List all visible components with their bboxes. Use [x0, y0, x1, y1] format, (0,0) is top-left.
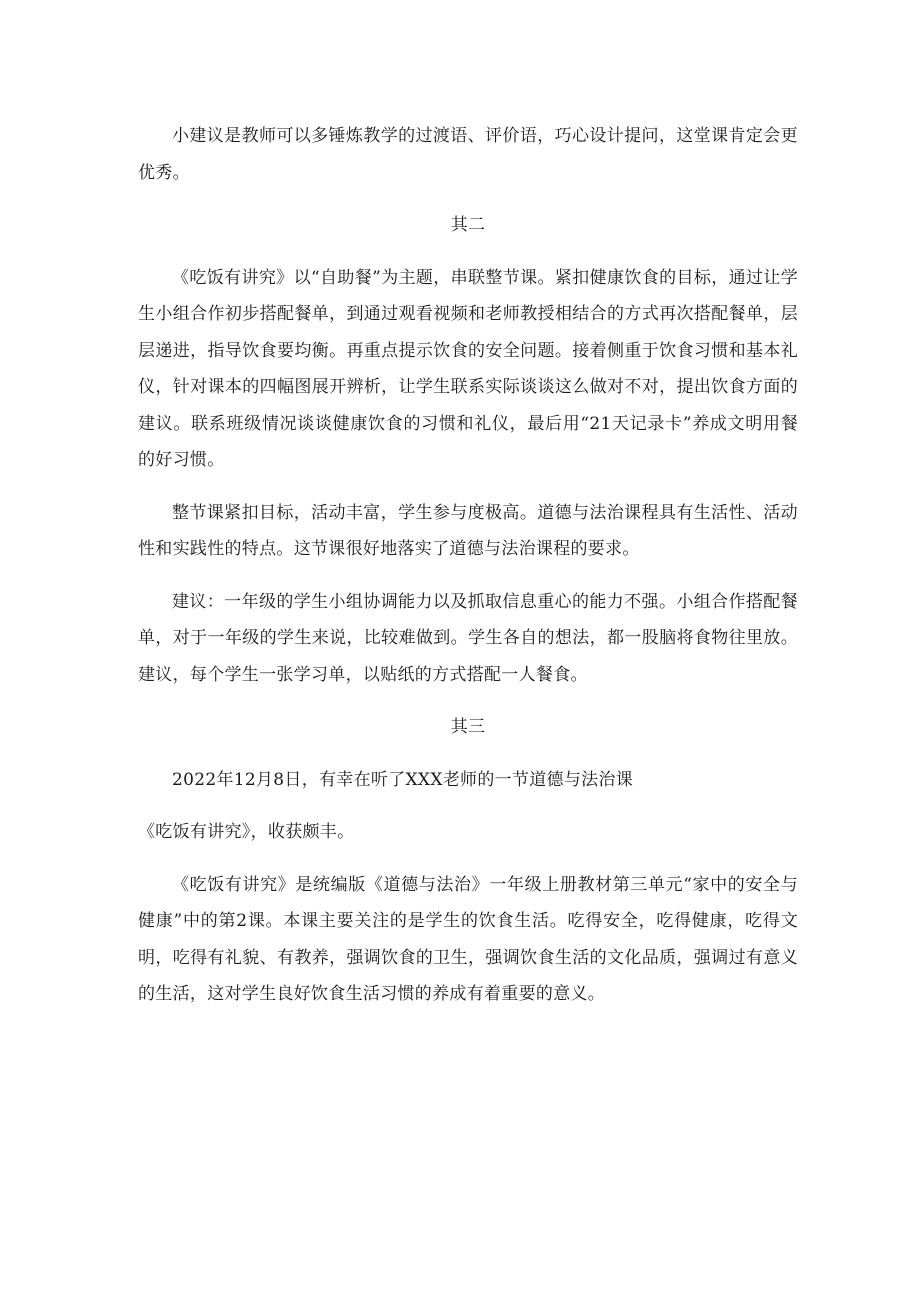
paragraph-lesson-context: 《吃饭有讲究》是统编版《道德与法治》一年级上册教材第三单元“家中的安全与健康”中的第2课。本课主要关注的是学生的饮食生活。吃得安全，吃得健康，吃得文明，吃得有礼貌、有教养，强调饮食的卫生，强调饮食生活的文化品质，强调过有意义的生活，这对学生良好饮食生活习惯的养成有着重要的意义。: [138, 874, 798, 1004]
paragraph-advice: 建议：一年级的学生小组协调能力以及抓取信息重心的能力不强。小组合作搭配餐单，对于一年级的学生来说，比较难做到。学生各自的想法，都一股脑将食物往里放。建议，每个学生一张学习单，以贴纸的方式搭配一人餐食。: [138, 591, 798, 685]
section-heading-2: 其二: [450, 215, 486, 235]
paragraph-evaluation: 整节课紧扣目标，活动丰富，学生参与度极高。道德与法治课程具有生活性、活动性和实践性的特点。这节课很好地落实了道德与法治课程的要求。: [138, 502, 798, 559]
paragraph-date-intro: 2022年12月8日，有幸在听了XXX老师的一节道德与法治课: [172, 769, 634, 790]
document-page: [138, 118, 798, 1029]
paragraph-lesson-title: 《吃饭有讲究》，收获颇丰。: [138, 822, 355, 842]
section-heading-3: 其三: [450, 717, 486, 737]
paragraph-suggestion: 小建议是教师可以多锤炼教学的过渡语、评价语，巧心设计提问，这堂课肯定会更优秀。: [138, 126, 798, 183]
paragraph-lesson-summary: 《吃饭有讲究》以“自助餐”为主题，串联整节课。紧扣健康饮食的目标，通过让学生小组合作初步搭配餐单，到通过观看视频和老师教授相结合的方式再次搭配餐单，层层递进，指导饮食要均衡。再重点提示饮食的安全问题。接着侧重于饮食习惯和基本礼仪，针对课本的四幅图展开辨析，让学生联系实际谈谈这么做对不对，提出饮食方面的建议。联系班级情况谈谈健康饮食的习惯和礼仪，最后用“21天记录卡”养成文明用餐的好习惯。: [138, 267, 798, 470]
